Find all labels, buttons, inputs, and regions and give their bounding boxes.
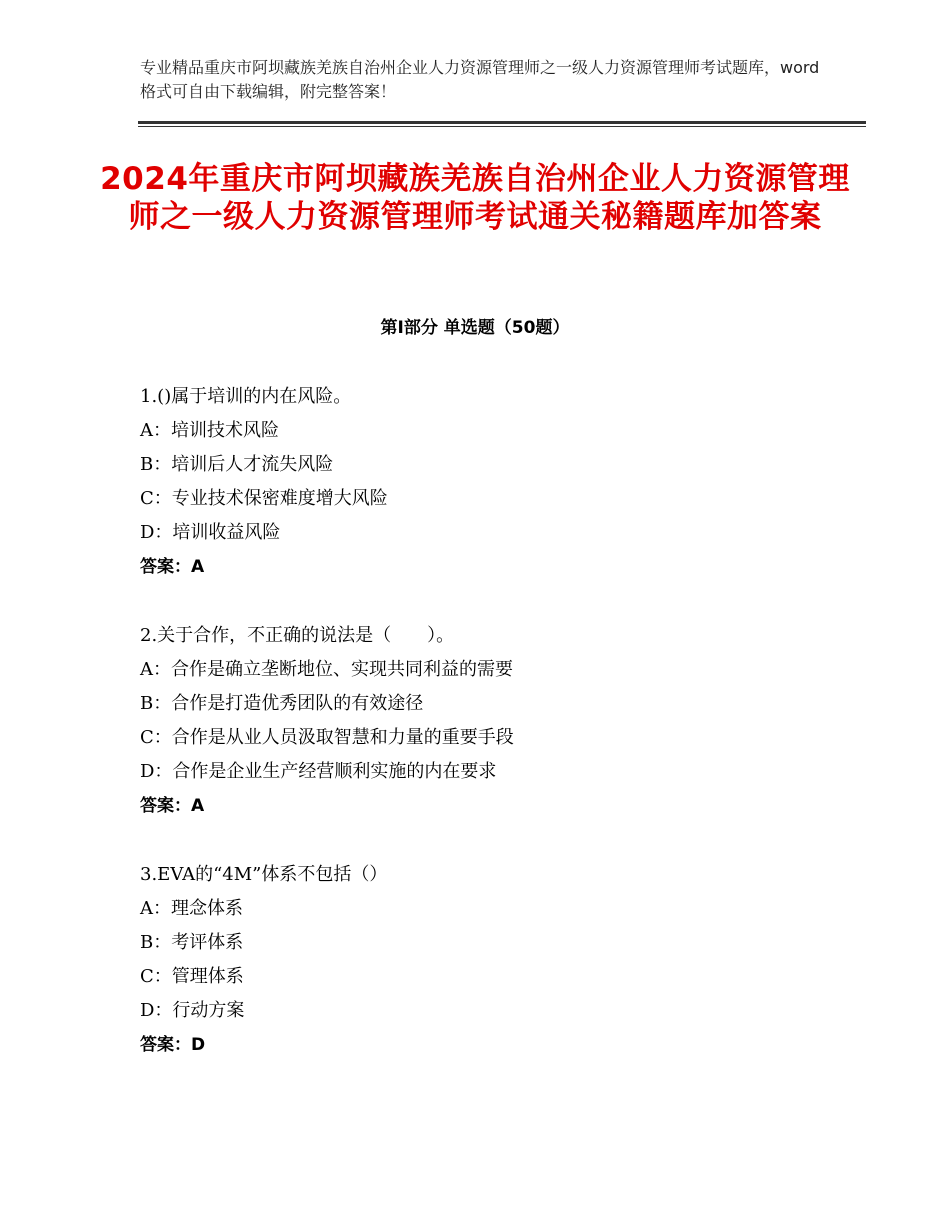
option-d: D：行动方案 — [140, 1000, 245, 1021]
document-title: 2024年重庆市阿坝藏族羌族自治州企业人力资源管理师之一级人力资源管理师考试通关秘籍题库加答案 — [100, 161, 850, 235]
answer: 答案：A — [140, 796, 205, 816]
question-list — [140, 380, 860, 1097]
option-b: B：培训后人才流失风险 — [140, 454, 334, 475]
option-c: C：专业技术保密难度增大风险 — [140, 488, 388, 509]
answer: 答案：D — [140, 1035, 206, 1055]
question-2 — [140, 619, 860, 823]
option-b: B：考评体系 — [140, 932, 244, 953]
header-note: 专业精品重庆市阿坝藏族羌族自治州企业人力资源管理师之一级人力资源管理师考试题库，word格式可自由下载编辑，附完整答案！ — [140, 58, 820, 101]
question-stem: 3.EVA的“4M”体系不包括（） — [140, 864, 388, 885]
question-stem: 2.关于合作，不正确的说法是（ ）。 — [140, 625, 455, 646]
option-c: C：管理体系 — [140, 966, 244, 987]
option-d: D：合作是企业生产经营顺利实施的内在要求 — [140, 761, 497, 782]
question-stem: 1.()属于培训的内在风险。 — [140, 386, 352, 407]
option-b: B：合作是打造优秀团队的有效途径 — [140, 693, 424, 714]
section-heading: 第Ⅰ部分 单选题（50题） — [380, 318, 570, 338]
option-d: D：培训收益风险 — [140, 522, 281, 543]
answer: 答案：A — [140, 557, 205, 577]
question-3 — [140, 858, 860, 1062]
option-a: A：合作是确立垄断地位、实现共同利益的需要 — [140, 659, 513, 680]
option-c: C：合作是从业人员汲取智慧和力量的重要手段 — [140, 727, 514, 748]
option-a: A：培训技术风险 — [140, 420, 279, 441]
question-1 — [140, 380, 860, 584]
option-a: A：理念体系 — [140, 898, 243, 919]
header-divider-thin — [138, 126, 866, 127]
header-divider-thick — [138, 121, 866, 124]
